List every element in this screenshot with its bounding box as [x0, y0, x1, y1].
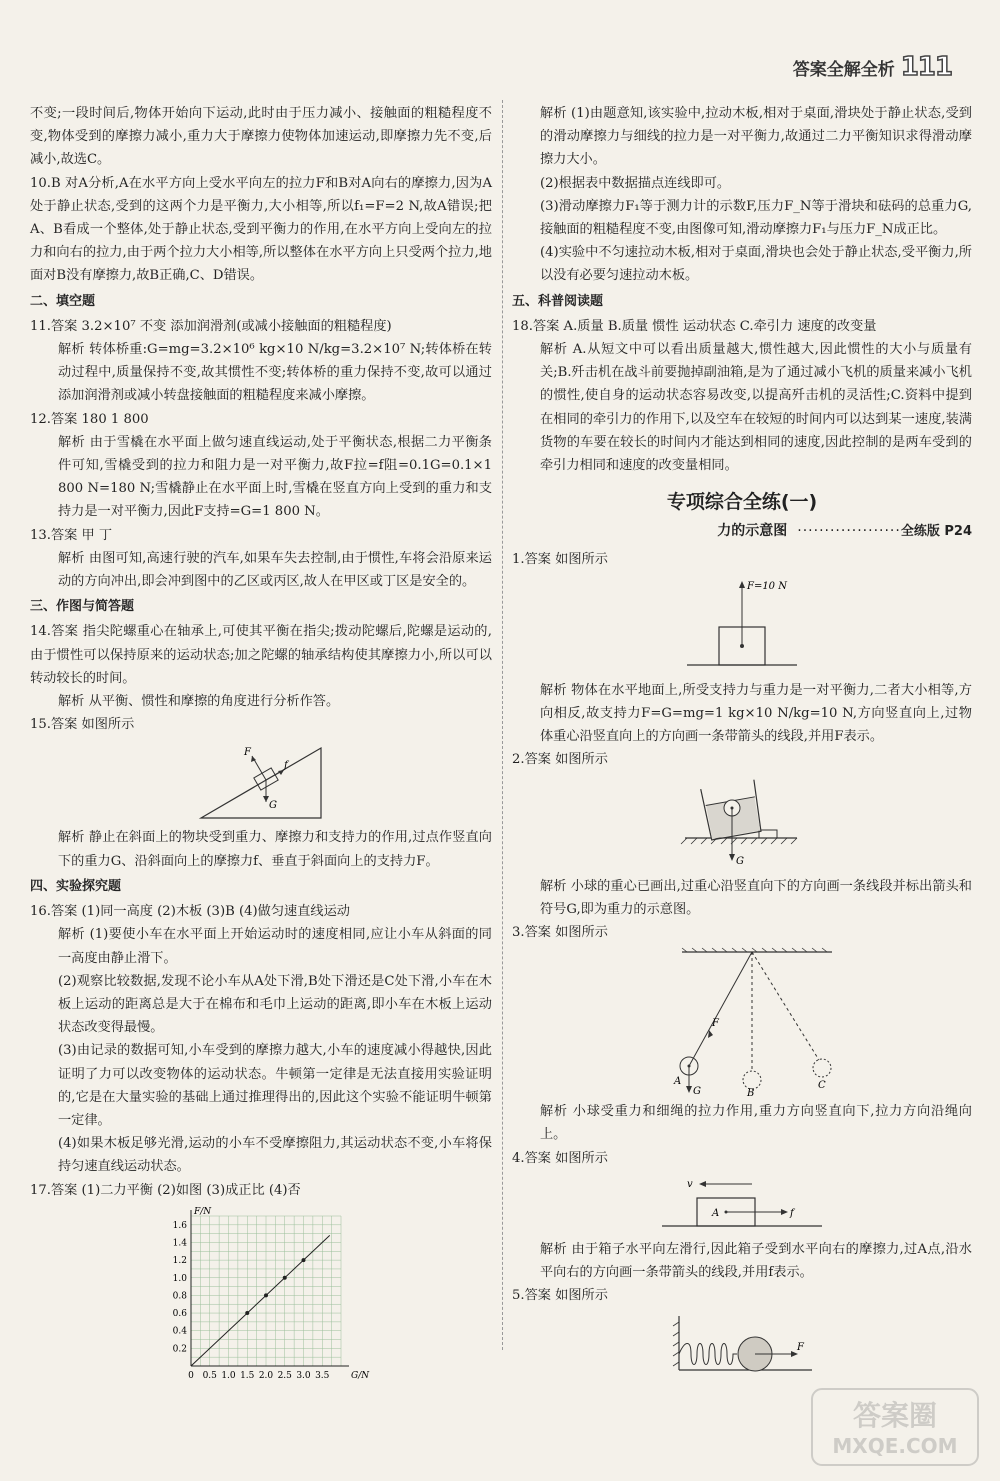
- data-point: [283, 1275, 287, 1279]
- q13-analysis: 解析 由图可知,高速行驶的汽车,如果车失去控制,由于惯性,车将会沿原来运动的方向冲出,即会冲到图中的乙区或丙区,故人在甲区或丁区是安全的。: [58, 550, 492, 590]
- q13-answer: 13.答案 甲 丁: [30, 527, 113, 543]
- label-G2: G: [736, 855, 744, 867]
- q14-answer: 14.答案 指尖陀螺重心在轴承上,可使其平衡在指尖;拨动陀螺后,陀螺是运动的,由于惯性可以保持原来的运动状态;加之陀螺的轴承结构使其摩擦力小,所以可以转动较长的时间。: [30, 624, 492, 686]
- q12-answer: 12.答案 180 1 800: [30, 411, 149, 427]
- q18-analysis: 解析 A.从短文中可以看出质量越大,惯性越大,因此惯性的大小与质量有关;B.歼击机在战斗前要抛掉副油箱,是为了通过减小飞机的质量来减小飞机的惯性,使自身的运动状态容易改变,以提高歼击机的灵活性;C.资料中提到在相同的牵引力的作用下,以及空车在较短的时间内可以达到某一速度,装满货物的车要在较长的时间内才能达到相同的速度,因此控制的是两车受到的牵引力相同和速度的改变量相同。: [540, 342, 972, 474]
- y-tick-label: 1.4: [172, 1238, 187, 1249]
- q16-analysis-2: (2)观察比较数据,发现不论小车从A处下滑,B处下滑还是C处下滑,小车在木板上运动的距离总是大于在棉布和毛巾上运动的距离,即小车在木板上运动状态改变得最慢。: [58, 973, 492, 1036]
- q15-analysis: 解析 静止在斜面上的物块受到重力、摩擦力和支持力的作用,过点作竖直向下的重力G、沿斜面向上的摩擦力f、垂直于斜面向上的支持力F。: [58, 830, 492, 869]
- section-experiment: 四、实验探究题: [30, 878, 122, 894]
- label-pend-C: C: [818, 1080, 826, 1092]
- q12-analysis: 解析 由于雪橇在水平面上做匀速直线运动,处于平衡状态,根据二力平衡条件可知,雪橇受到的拉力和阻力是一对平衡力,故F拉=f阻=0.1G=0.1×1 800 N=180 N;雪橇静止在水平面上时,雪橇在竖直方向上受到的重力和支持力是一对平衡力,因此F支持=G=1 800 N。: [58, 434, 492, 520]
- x-tick-label: 2.5: [277, 1370, 292, 1381]
- label-v: v: [687, 1178, 693, 1190]
- label-box-f: f: [790, 1207, 794, 1219]
- label-G: G: [269, 800, 277, 812]
- x-axis-label: G/N: [351, 1370, 370, 1381]
- y-tick-label: 1.6: [172, 1220, 187, 1231]
- fit-line: [191, 1235, 330, 1366]
- left-column: [30, 102, 492, 1388]
- q17-answer: 17.答案 (1)二力平衡 (2)如图 (3)成正比 (4)否: [30, 1182, 301, 1198]
- label-pend-F: F: [712, 1018, 719, 1030]
- header-title: 答案全解全析: [792, 59, 895, 80]
- data-point: [264, 1293, 268, 1297]
- data-point: [245, 1311, 249, 1315]
- topic-name: 力的示意图: [717, 523, 788, 540]
- topic-dots: ···················: [797, 523, 901, 540]
- x-tick-label: 0.5: [202, 1370, 217, 1381]
- pendulum-diagram: [642, 948, 842, 1100]
- q16-analysis-1: 解析 (1)要使小车在水平面上开始运动时的速度相同,应让小车从斜面的同一高度由静止滑下。: [58, 927, 492, 966]
- y-tick-label: 0.8: [172, 1291, 187, 1302]
- label-box-A: A: [712, 1207, 720, 1219]
- svg-text:MXQE.COM: MXQE.COM: [832, 1434, 958, 1458]
- x-tick-label: 0: [188, 1370, 194, 1381]
- a5-answer: 5.答案 如图所示: [512, 1288, 608, 1304]
- a1-answer: 1.答案 如图所示: [512, 551, 608, 567]
- data-point: [302, 1258, 306, 1262]
- friction-graph: [161, 1206, 370, 1384]
- svg-text:答案圈: 答案圈: [852, 1399, 938, 1432]
- x-tick-label: 3.0: [296, 1370, 311, 1381]
- section-fill-in: 二、填空题: [30, 293, 96, 309]
- label-f: f: [284, 760, 288, 772]
- label-F: F: [244, 747, 251, 759]
- q17-analysis-1: 解析 (1)由题意知,该实验中,拉动木板,相对于桌面,滑块处于静止状态,受到的滑动摩擦力与细线的拉力是一对平衡力,故通过二力平衡知识求得滑动摩擦力大小。: [540, 106, 972, 168]
- label-pend-A: A: [674, 1076, 682, 1088]
- a1-analysis: 解析 物体在水平地面上,所受支持力与重力是一对平衡力,二者大小相等,方向相反,故支持力F=G=mg=1 kg×10 N/kg=10 N,方向竖直向上,过物体重心沿竖直向上的方向画一条带箭头的线段,并用F表示。: [540, 682, 972, 745]
- q16-analysis-3: (3)由记录的数据可知,小车受到的摩擦力越大,小车的速度减小得越快,因此证明了力可以改变物体的运动状态。牛顿第一定律是无法直接用实验证明的,它是在大量实验的基础上通过推理得出的,因此这个实验不能证明牛顿第一定律。: [58, 1043, 492, 1128]
- a2-answer: 2.答案 如图所示: [512, 752, 608, 768]
- q14-analysis: 解析 从平衡、惯性和摩擦的角度进行分析作答。: [58, 694, 340, 710]
- q11-answer: 11.答案 3.2×10⁷ 不变 添加润滑剂(或减小接触面的粗糙程度): [30, 318, 392, 334]
- section-drawing: 三、作图与简答题: [30, 599, 135, 615]
- spring-ball-diagram: [667, 1312, 817, 1378]
- x-tick-label: 1.5: [240, 1370, 255, 1381]
- q9-continuation: 不变;一段时间后,物体开始向下运动,此时由于压力减小、接触面的粗糙程度不变,物体受到的摩擦力减小,重力大于摩擦力使物体加速运动,即摩擦力先不变,后减小,故选C。: [30, 106, 492, 168]
- q17-analysis-3: (3)滑动摩擦力F₁等于测力计的示数F,压力F_N等于滑块和砝码的总重力G,接触面的粗糙程度不变,由图像可知,滑动摩擦力F₁与压力F_N成正比。: [540, 198, 972, 238]
- x-tick-label: 2.0: [258, 1370, 274, 1381]
- q15-answer: 15.答案 如图所示: [30, 717, 135, 733]
- x-tick-label: 1.0: [221, 1370, 236, 1381]
- label-pend-B: B: [747, 1088, 755, 1100]
- y-axis-label: F/N: [194, 1206, 212, 1217]
- section-reading: 五、科普阅读题: [512, 293, 604, 309]
- q17-analysis-2: (2)根据表中数据描点连线即可。: [540, 175, 731, 191]
- page-reference: 全练版 P24: [900, 524, 972, 540]
- y-tick-label: 0.4: [172, 1326, 187, 1337]
- x-tick-label: 3.5: [315, 1370, 330, 1381]
- q17-analysis-4: (4)实验中不匀速拉动木板,相对于桌面,滑块也会处于静止状态,受平衡力,所以没有必要匀速拉动木板。: [540, 245, 972, 284]
- a3-answer: 3.答案 如图所示: [512, 925, 608, 941]
- page-header: [793, 52, 952, 82]
- sliding-box-diagram: [657, 1174, 827, 1234]
- q10-answer: 10.B 对A分析,A在水平方向上受水平向左的拉力F和B对A向右的摩擦力,因为A处于静止状态,受到的这两个力是平衡力,大小相等,所以f₁=F=2 N,故A错误;把A、B看成一个整体,处于静止状态,受到平衡力的作用,在水平方向上受向左的拉力和向右的拉力,由于两个拉力大小相等,所以整体在水平方向上只受两个拉力,地面对B没有摩擦力,故B正确,C、D错误。: [30, 175, 492, 284]
- right-column: [512, 102, 972, 1382]
- special-practice-title: 专项综合全练(一): [666, 491, 818, 514]
- a4-analysis: 解析 由于箱子水平向左滑行,因此箱子受到水平向右的摩擦力,过A点,沿水平向右的方向画一条带箭头的线段,并用f表示。: [540, 1241, 972, 1281]
- q16-analysis-4: (4)如果木板足够光滑,运动的小车不受摩擦阻力,其运动状态不变,小车将保持匀速直线运动状态。: [58, 1136, 492, 1175]
- label-F-10N: F=10 N: [747, 580, 787, 592]
- y-tick-label: 1.2: [172, 1255, 187, 1266]
- q18-answer: 18.答案 A.质量 B.质量 惯性 运动状态 C.牵引力 速度的改变量: [512, 318, 877, 334]
- y-tick-label: 1.0: [172, 1273, 187, 1284]
- page-number: 111: [900, 52, 952, 82]
- label-pend-G: G: [693, 1086, 701, 1098]
- label-spring-F: F: [797, 1341, 804, 1353]
- watermark-logo: [810, 1387, 980, 1467]
- incline-diagram: [196, 740, 326, 822]
- y-tick-label: 0.2: [172, 1344, 187, 1355]
- a2-analysis: 解析 小球的重心已画出,过重心沿竖直向下的方向画一条线段并标出箭头和符号G,即为重力的示意图。: [540, 878, 972, 917]
- y-tick-label: 0.6: [172, 1308, 187, 1319]
- a4-answer: 4.答案 如图所示: [512, 1150, 608, 1166]
- topic-line: [512, 520, 972, 543]
- column-divider: [502, 100, 503, 1350]
- beaker-ball-diagram: [677, 776, 807, 871]
- q11-analysis: 解析 转体桥重:G=mg=3.2×10⁶ kg×10 N/kg=3.2×10⁷ N;转体桥在转动过程中,质量保持不变,故其惯性不变;转体桥的重力保持不变,故可以通过添加润滑剂或减小转盘接触面的粗糙程度来减小摩擦。: [58, 342, 492, 404]
- q16-answer: 16.答案 (1)同一高度 (2)木板 (3)B (4)做匀速直线运动: [30, 904, 350, 920]
- block-support-diagram: [677, 575, 807, 675]
- a3-analysis: 解析 小球受重力和细绳的拉力作用,重力方向竖直向下,拉力方向沿绳向上。: [540, 1104, 972, 1143]
